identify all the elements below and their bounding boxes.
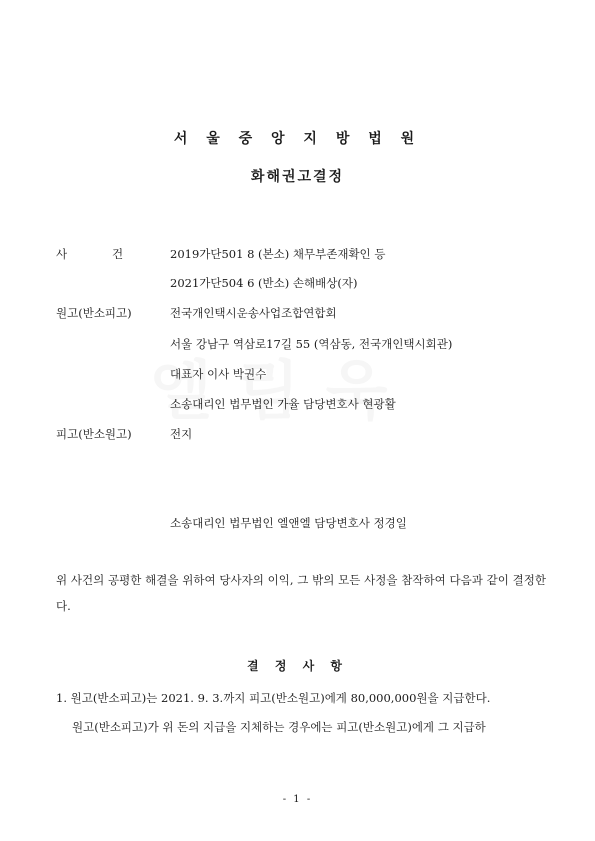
decision-item-1: 1. 원고(반소피고)는 2021. 9. 3.까지 피고(반소원고)에게 80,000,000원을 지급한다. <box>56 691 491 705</box>
plaintiff-agent: 소송대리인 법무법인 가율 담당변호사 현광활 <box>170 397 396 411</box>
decision-item-1-continued: 원고(반소피고)가 위 돈의 지급을 지체하는 경우에는 피고(반소원고)에게 그 지급하 <box>72 720 486 734</box>
document-title: 화해권고결정 <box>250 169 345 185</box>
defendant-name: 전지 <box>170 427 193 441</box>
plaintiff-address: 서울 강남구 역삼로17길 55 (역삼동, 전국개인택시회관) <box>170 337 453 351</box>
case-label-part2: 건 <box>112 247 124 261</box>
case-number-counter: 2021가단504 6 (반소) 손해배상(자) <box>170 276 358 290</box>
plaintiff-name: 전국개인택시운송사업조합연합회 <box>170 306 337 320</box>
watermark <box>150 340 413 432</box>
defendant-agent: 소송대리인 법무법인 엘앤엘 담당변호사 정경일 <box>170 516 407 530</box>
defendant-label: 피고(반소원고) <box>56 427 132 441</box>
intro-paragraph: 위 사건의 공평한 해결을 위하여 당사자의 이익, 그 밖의 모든 사정을 참작하여 다음과 같이 결정한다. <box>56 573 546 613</box>
section-title: 결 정 사 항 <box>247 659 348 673</box>
case-number-main: 2019가단501 8 (본소) 채무부존재확인 등 <box>170 247 386 261</box>
case-label-part1: 사 <box>56 247 68 261</box>
court-name: 서 울 중 앙 지 방 법 원 <box>173 131 422 147</box>
plaintiff-label: 원고(반소피고) <box>56 306 132 320</box>
plaintiff-representative: 대표자 이사 박권수 <box>170 367 267 381</box>
page-number: - 1 - <box>282 794 313 805</box>
